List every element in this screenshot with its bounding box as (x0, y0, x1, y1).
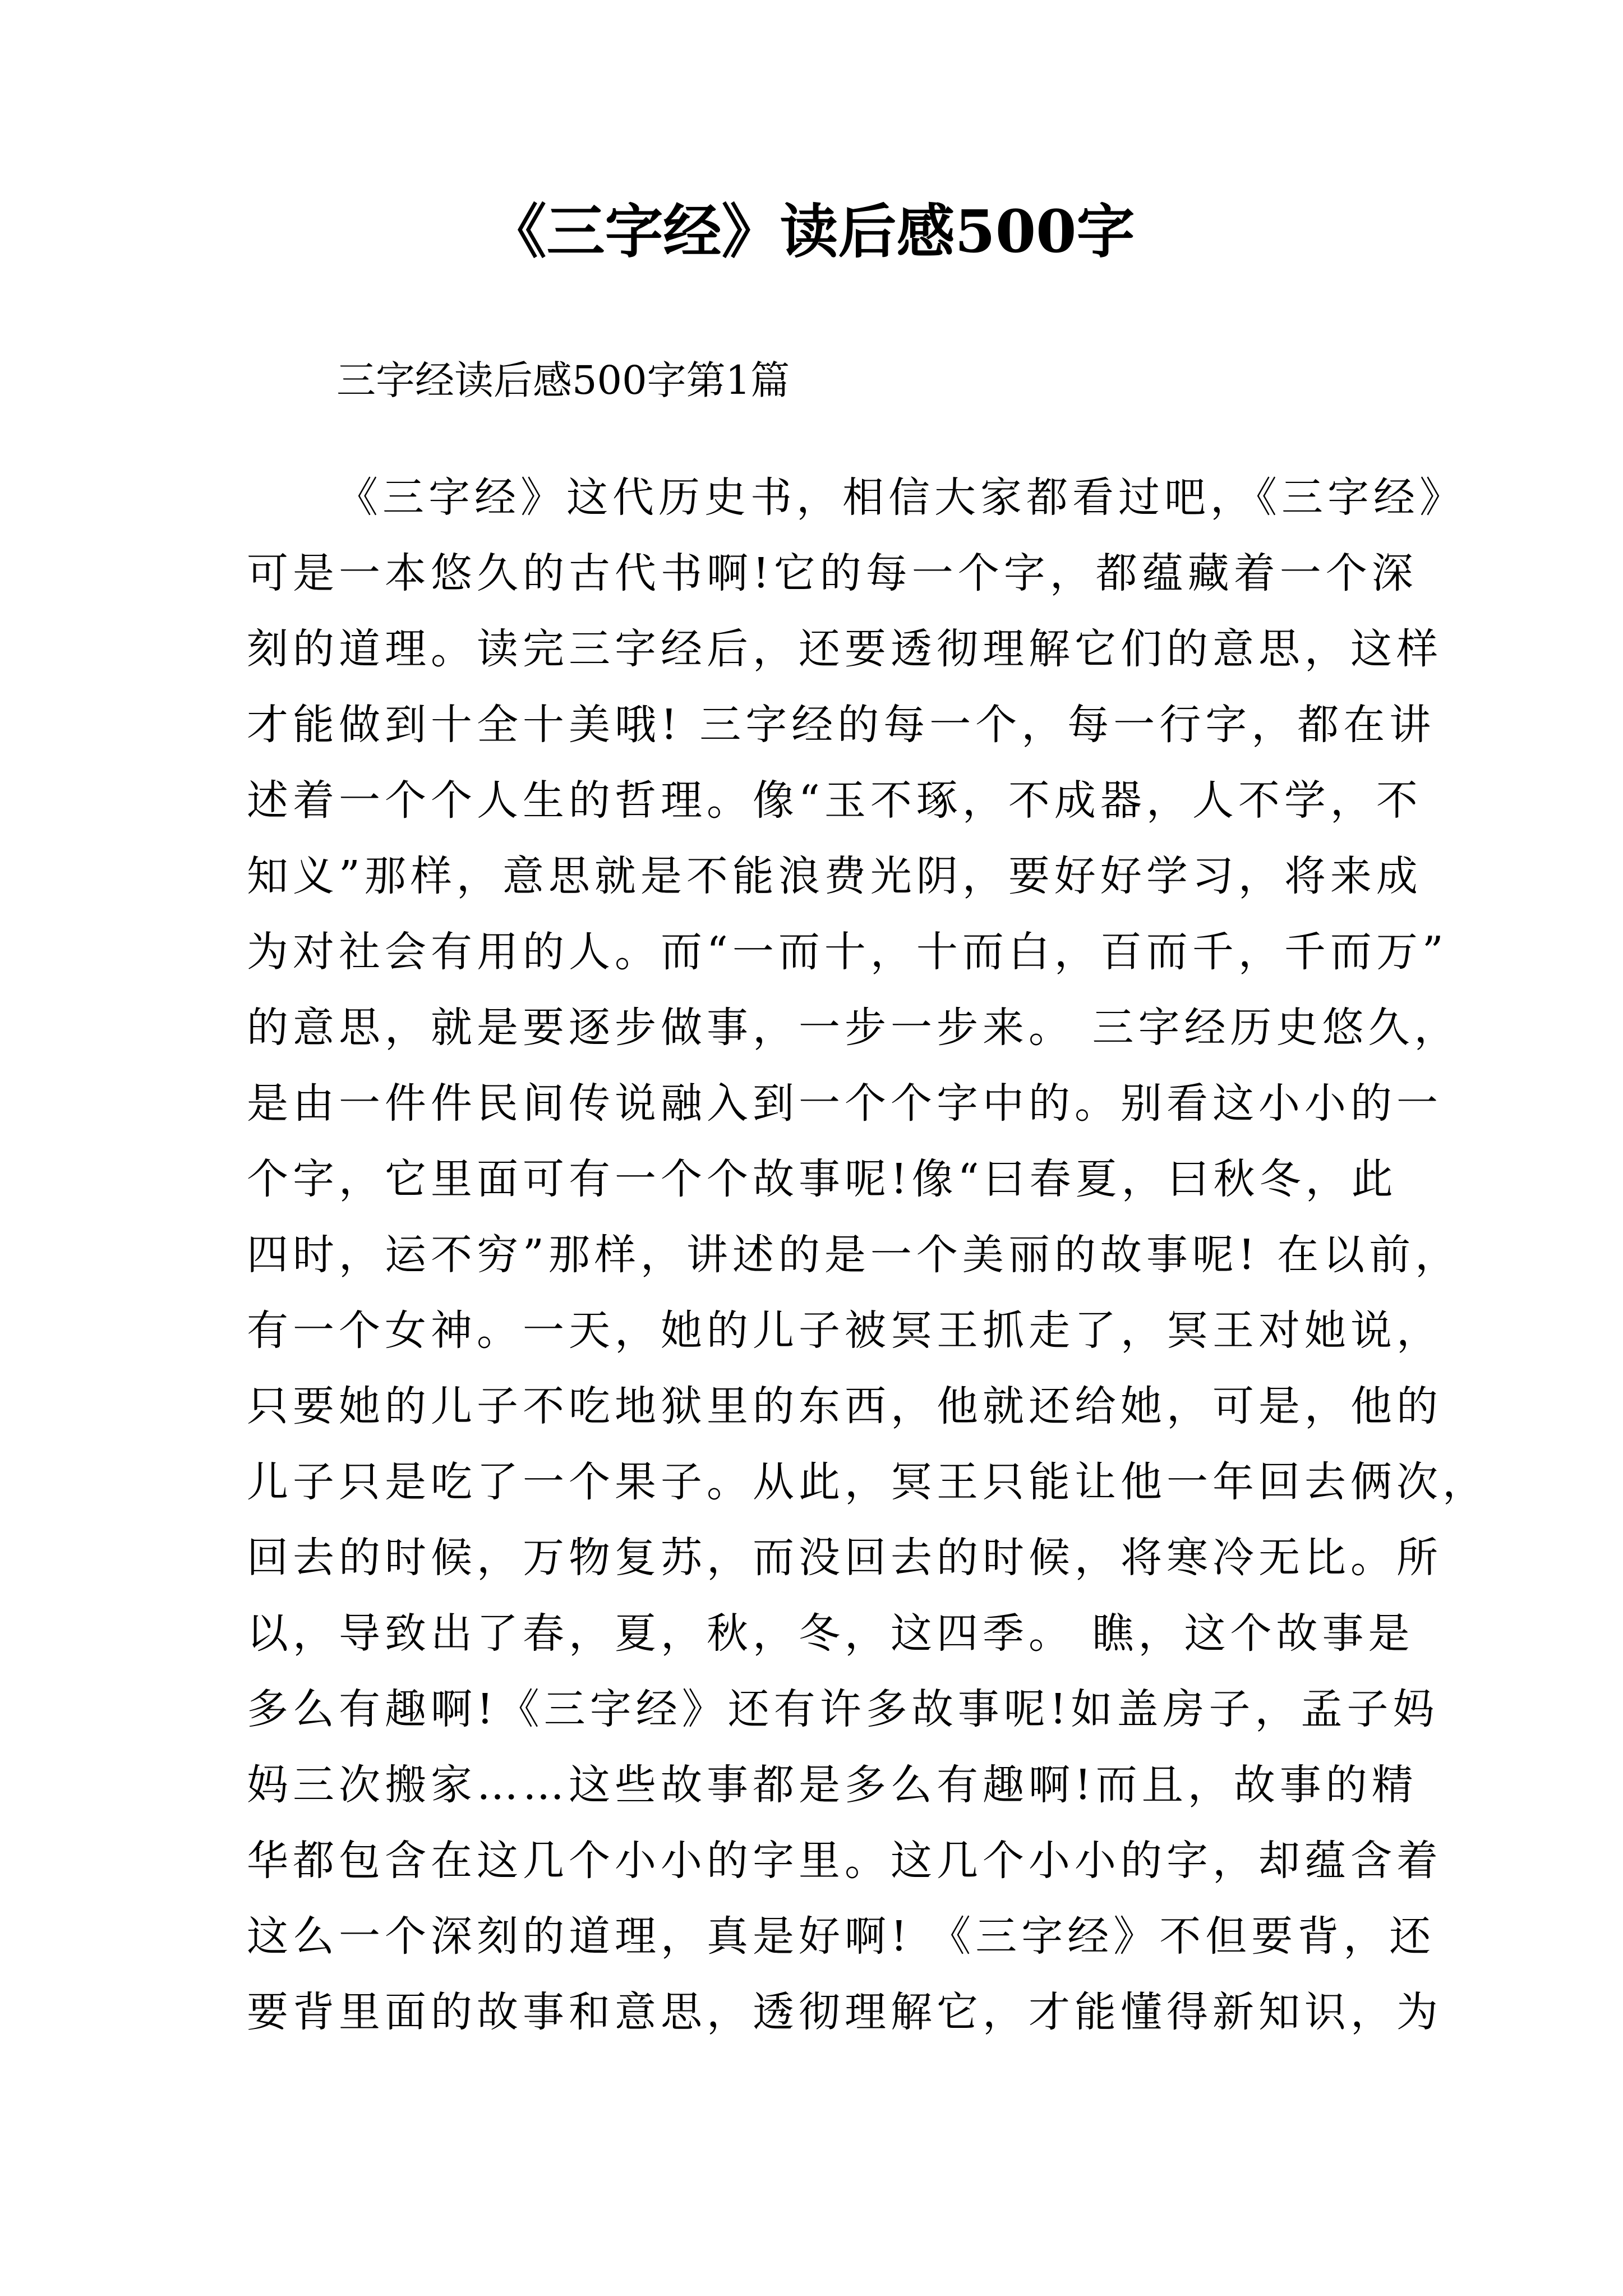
text-line: 以，导致出了春，夏，秋，冬，这四季。 瞧，这个故事是 (247, 1609, 1414, 1658)
text-line: 回去的时候，万物复苏，而没回去的时候，将寒冷无比。所 (247, 1534, 1442, 1582)
section-heading: 三字经读后感500字第1篇 (336, 357, 790, 403)
text-line: 多么有趣啊!《三字经》还有许多故事呢!如盖房子，孟子妈 (247, 1685, 1439, 1733)
text-line: 刻的道理。读完三字经后，还要透彻理解它们的意思，这样 (247, 625, 1442, 673)
text-line: 儿子只是吃了一个果子。从此，冥王只能让他一年回去俩次， (247, 1458, 1488, 1506)
text-line: 的意思，就是要逐步做事，一步一步来。 三字经历史悠久， (247, 1004, 1460, 1052)
text-line: 有一个女神。一天，她的儿子被冥王抓走了，冥王对她说， (247, 1306, 1442, 1355)
text-line: 华都包含在这几个小小的字里。这几个小小的字，却蕴含着 (247, 1837, 1442, 1885)
text-line: 只要她的儿子不吃地狱里的东西，他就还给她，可是，他的 (247, 1382, 1442, 1430)
text-line: 妈三次搬家……这些故事都是多么有趣啊!而且，故事的精 (247, 1761, 1418, 1809)
text-line: 要背里面的故事和意思，透彻理解它，才能懂得新知识，为 (247, 1988, 1442, 2036)
text-line: 四时，运不穷”那样，讲述的是一个美丽的故事呢! 在以前， (247, 1231, 1461, 1279)
text-line: 知义”那样，意思就是不能浪费光阴，要好好学习，将来成 (247, 852, 1422, 900)
document-title: 《三字经》读后感500字 (488, 197, 1135, 266)
body-paragraph (247, 460, 1488, 2050)
text-line: 是由一件件民间传说融入到一个个字中的。别看这小小的一 (247, 1079, 1442, 1128)
text-line: 述着一个个人生的哲理。像“玉不琢，不成器，人不学，不 (247, 776, 1422, 825)
text-line: 个字，它里面可有一个个故事呢!像“曰春夏，曰秋冬，此 (247, 1155, 1398, 1203)
text-line: 《三字经》这代历史书，相信大家都看过吧，《三字经》 (336, 473, 1465, 522)
text-line: 为对社会有用的人。而“一而十，十而白，百而千，千而万” (247, 928, 1448, 976)
text-line: 才能做到十全十美哦! 三字经的每一个，每一行字，都在讲 (247, 701, 1436, 749)
text-line: 这么一个深刻的道理，真是好啊! 《三字经》不但要背，还 (247, 1912, 1436, 1961)
text-line: 可是一本悠久的古代书啊!它的每一个字，都蕴藏着一个深 (247, 549, 1418, 597)
